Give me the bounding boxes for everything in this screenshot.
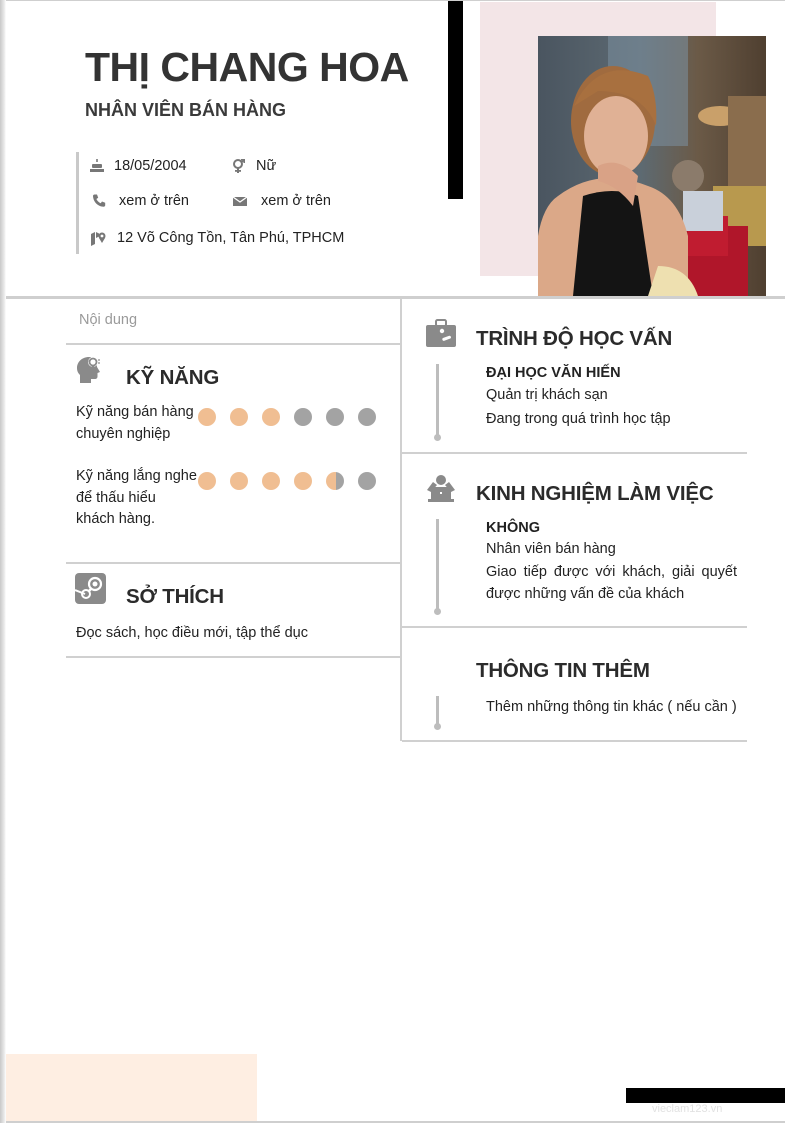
steam-icon: [75, 573, 106, 604]
additional-info-text: Thêm những thông tin khác ( nếu cần ): [486, 699, 737, 715]
skills-title: KỸ NĂNG: [126, 366, 220, 389]
experience-position: Nhân viên bán hàng: [486, 541, 616, 557]
hobbies-title: SỞ THÍCH: [126, 585, 224, 608]
candidate-name: THỊ CHANG HOA: [85, 44, 409, 90]
decorative-peach-block: [6, 1054, 257, 1121]
birthday-cake-icon: [88, 157, 106, 175]
watermark: vieclam123.vn: [652, 1103, 723, 1115]
contact-accent-bar: [76, 152, 79, 254]
contact-phone[interactable]: xem ở trên: [90, 192, 189, 210]
job-title: NHÂN VIÊN BÁN HÀNG: [85, 100, 287, 120]
objective-placeholder[interactable]: Nội dung: [79, 312, 138, 328]
section-divider: [66, 343, 400, 345]
person-laptop-icon: [425, 474, 457, 503]
timeline-dot: [434, 434, 441, 441]
skill-rating: [198, 408, 376, 426]
timeline-dot: [434, 608, 441, 615]
timeline-line: [436, 696, 439, 726]
hobbies-text: Đọc sách, học điều mới, tập thể dục: [76, 625, 308, 641]
timeline-line: [436, 519, 439, 610]
section-divider: [402, 452, 747, 454]
skill-rating: [198, 472, 376, 490]
rating-dot-filled: [198, 472, 216, 490]
column-divider: [400, 299, 402, 741]
timeline-line: [436, 364, 439, 436]
page-border-top: [6, 0, 785, 1]
rating-dot-filled: [230, 472, 248, 490]
envelope-icon: [231, 192, 249, 210]
education-title: TRÌNH ĐỘ HỌC VẤN: [476, 327, 673, 350]
education-status: Đang trong quá trình học tập: [486, 411, 671, 427]
page-shadow: [0, 0, 6, 1123]
rating-dot-empty: [358, 408, 376, 426]
rating-dot-filled: [198, 408, 216, 426]
rating-dot-empty: [326, 408, 344, 426]
contact-email[interactable]: xem ở trên: [231, 192, 331, 210]
section-divider: [66, 656, 400, 658]
header-divider: [6, 296, 785, 299]
rating-dot-filled: [262, 408, 280, 426]
rating-dot-filled: [230, 408, 248, 426]
section-divider: [402, 626, 747, 628]
timeline-dot: [434, 723, 441, 730]
skill-label: Kỹ năng lắng nghe để thấu hiểu khách hàng.: [76, 468, 197, 527]
education-school: ĐẠI HỌC VĂN HIẾN: [486, 365, 621, 381]
rating-dot-half: [326, 472, 344, 490]
rating-dot-empty: [294, 408, 312, 426]
decorative-black-bar: [448, 1, 463, 199]
contact-birthday: 18/05/2004: [88, 157, 187, 175]
experience-title: KINH NGHIỆM LÀM VIỆC: [476, 482, 714, 505]
profile-photo: [538, 36, 766, 296]
gender-icon: [230, 157, 248, 175]
experience-description: Giao tiếp được với khách, giải quyết được những vấn đề của khách: [486, 564, 737, 602]
phone-icon: [90, 192, 108, 210]
rating-dot-empty: [358, 472, 376, 490]
briefcase-icon: [425, 319, 457, 348]
head-lightbulb-icon: [75, 353, 107, 385]
section-divider: [402, 740, 747, 742]
skill-label: Kỹ năng bán hàng chuyên nghiệp: [76, 404, 194, 442]
rating-dot-filled: [262, 472, 280, 490]
rating-dot-filled: [294, 472, 312, 490]
map-pin-icon: [89, 229, 107, 247]
section-divider: [66, 562, 400, 564]
experience-company: KHÔNG: [486, 520, 540, 536]
additional-info-title: THÔNG TIN THÊM: [476, 659, 650, 682]
contact-address: 12 Võ Công Tồn, Tân Phú, TPHCM: [89, 229, 344, 247]
decorative-black-bar-bottom: [626, 1088, 785, 1103]
education-major: Quản trị khách sạn: [486, 387, 608, 403]
contact-gender: Nữ: [230, 157, 276, 175]
